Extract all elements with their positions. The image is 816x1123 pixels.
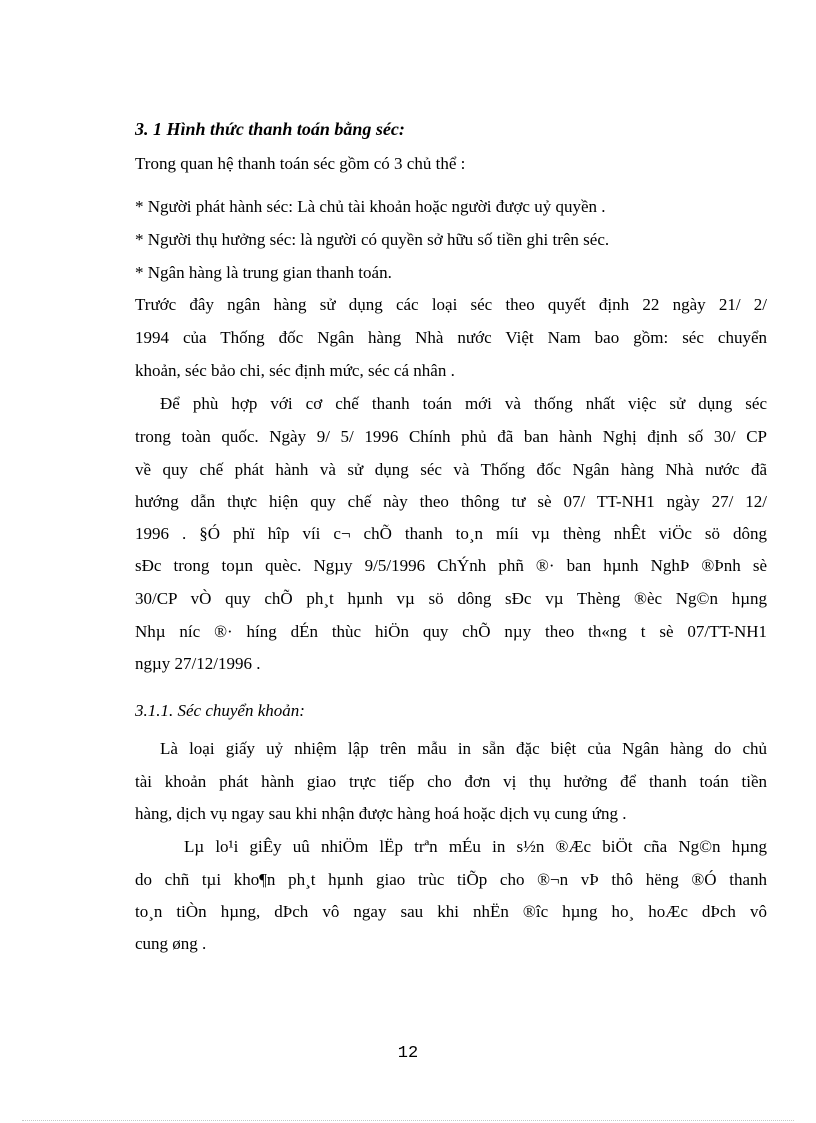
para1-line: Trước đây ngân hàng sử dụng các loại séc theo quyết định 22 ngày 21/ 2/: [135, 295, 767, 314]
para4-line: to¸n tiÒn hµng, dÞch vô ngay sau khi nhËn ®îc hµng ho¸ hoÆc dÞch vô: [135, 902, 767, 921]
para2-line: trong toàn quốc. Ngày 9/ 5/ 1996 Chính phủ đã ban hành Nghị định số 30/ CP: [135, 427, 767, 446]
para2-line: về quy chế phát hành và sử dụng séc và Thống đốc Ngân hàng Nhà nước đã: [135, 460, 767, 479]
para1-line: 1994 của Thống đốc Ngân hàng Nhà nước Việt Nam bao gồm: séc chuyển: [135, 328, 767, 347]
para2-line: ngµy 27/12/1996 .: [135, 654, 261, 673]
bullet-beneficiary: * Người thụ hưởng séc: là người có quyền sở hữu số tiền ghi trên séc.: [135, 230, 610, 249]
para4-line: do chñ tµi kho¶n ph¸t hµnh giao trùc tiÕp cho ®¬n vÞ thô hëng ®Ó thanh: [135, 870, 767, 889]
bullet-bank: * Ngân hàng là trung gian thanh toán.: [135, 263, 392, 282]
para2-line: 1996 . §Ó phï hîp víi c¬ chÕ thanh to¸n míi vµ thèng nhÊt viÖc sö dông: [135, 524, 767, 543]
para3-line: Là loại giấy uỷ nhiệm lập trên mẫu in sẵn đặc biệt của Ngân hàng do chủ: [160, 739, 767, 758]
para2-line: 30/CP vÒ quy chÕ ph¸t hµnh vµ sö dông sÐc vµ Thèng ®èc Ng©n hµng: [135, 589, 767, 608]
bullet-issuer: * Người phát hành séc: Là chủ tài khoản hoặc người được uỷ quyền .: [135, 197, 606, 216]
para2-line: sÐc trong toµn quèc. Ngµy 9/5/1996 ChÝnh phñ ®· ban hµnh NghÞ ®Þnh sè: [135, 556, 767, 575]
para2-line: Nhµ níc ®· híng dÉn thùc hiÖn quy chÕ nµy theo th«ng t sè 07/TT-NH1: [135, 622, 767, 641]
para4-line: cung øng .: [135, 934, 207, 953]
para2-line: Để phù hợp với cơ chế thanh toán mới và thống nhất việc sử dụng séc: [160, 394, 767, 413]
section-heading: 3. 1 Hình thức thanh toán bằng séc:: [135, 119, 405, 139]
para3-line: tài khoản phát hành giao trực tiếp cho đơn vị thụ hưởng để thanh toán tiền: [135, 772, 767, 791]
para1-line: khoản, séc bảo chi, séc định mức, séc cá nhân .: [135, 361, 455, 380]
intro-line: Trong quan hệ thanh toán séc gồm có 3 chủ thể :: [135, 154, 466, 173]
para4-line: Lµ lo¹i giÊy uû nhiÖm lËp trªn mÉu in s½n ®Æc biÖt cña Ng©n hµng: [184, 837, 767, 856]
para2-line: hướng dẫn thực hiện quy chế này theo thông tư sè 07/ TT-NH1 ngày 27/ 12/: [135, 492, 767, 511]
page-number: 12: [397, 1044, 419, 1063]
para3-line: hàng, dịch vụ ngay sau khi nhận được hàng hoá hoặc dịch vụ cung ứng .: [135, 804, 627, 823]
subsection-heading: 3.1.1. Séc chuyển khoản:: [135, 701, 305, 720]
page-bottom-divider: [22, 1120, 794, 1121]
